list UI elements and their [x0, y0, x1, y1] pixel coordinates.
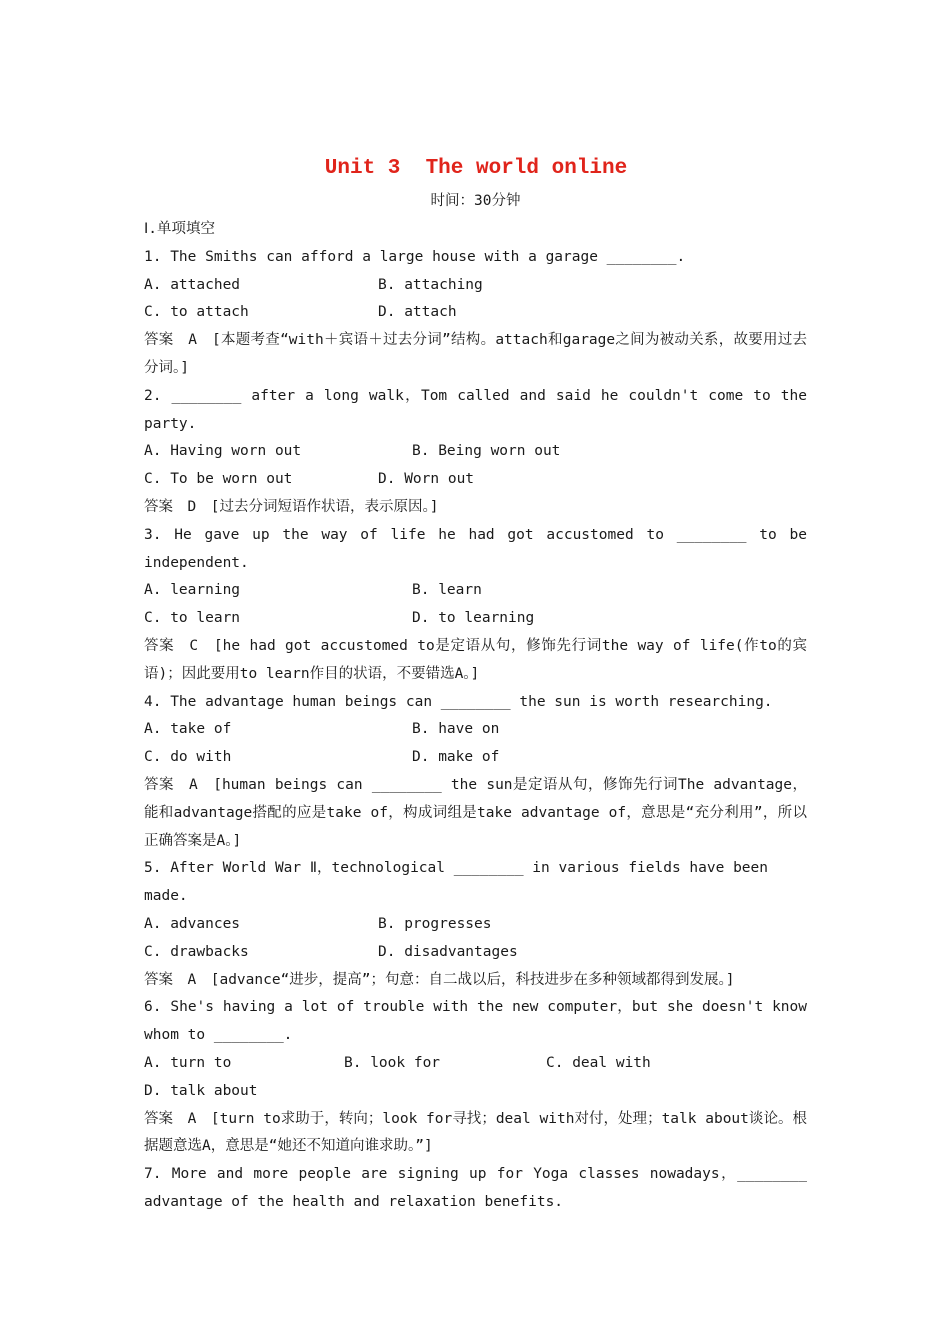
question-1-stem: 1. The Smiths can afford a large house with a garage ________. [144, 248, 686, 265]
question-2-options-row-1 [144, 438, 807, 466]
question-6-options-row-1 [144, 1050, 807, 1078]
document-title: Unit 3 The world online [324, 157, 628, 180]
question-2-answer: 答案 D [过去分词短语作状语，表示原因。] [144, 498, 439, 515]
question-3-answer: 答案 C [he had got accustomed to是定语从句，修饰先行词the way of life(作to的宾语)；因此要用to learn作目的状语，不要错选A。] [144, 637, 807, 682]
question-1-options-row-2 [144, 299, 807, 327]
q2-option-b: B. Being worn out [412, 443, 561, 460]
question-6-stem: 6. She's having a lot of trouble with the new computer，but she doesn't know whom to ________. [144, 999, 816, 1044]
question-2-options-row-2 [144, 466, 807, 494]
question-5-answer: 答案 A [advance“进步，提高”；句意：自二战以后，科技进步在多种领域都得到发展。] [144, 971, 735, 988]
q1-option-c: C. to attach [144, 304, 249, 321]
document-page [144, 150, 816, 1217]
q2-option-a: A. Having worn out [144, 443, 302, 460]
q4-option-d: D. make of [412, 749, 500, 766]
question-4-stem: 4. The advantage human beings can ________ the sun is worth researching. [144, 693, 773, 710]
question-5-stem: 5. After World War Ⅱ，technological ________ in various fields have been made. [144, 860, 777, 905]
question-6-options-row-2 [144, 1078, 807, 1106]
question-6-answer: 答案 A [turn to求助于，转向；look for寻找；deal with对付，处理；talk about谈论。根据题意选A，意思是“她还不知道向谁求助。”] [144, 1110, 807, 1155]
q5-option-c: C. drawbacks [144, 943, 249, 960]
q4-option-c: C. do with [144, 749, 232, 766]
q4-option-b: B. have on [412, 721, 500, 738]
q3-option-c: C. to learn [144, 610, 241, 627]
question-3-stem: 3. He gave up the way of life he had got accustomed to ________ to be independent. [144, 526, 816, 571]
question-1-answer: 答案 A [本题考查“with＋宾语＋过去分词”结构。attach和garage之间为被动关系，故要用过去分词。] [144, 332, 807, 376]
q6-option-b: B. look for [344, 1054, 441, 1071]
q6-option-d: D. talk about [144, 1082, 258, 1099]
question-1-options-row-1 [144, 272, 807, 300]
section-heading: Ⅰ.单项填空 [144, 221, 216, 237]
q2-option-c: C. To be worn out [144, 471, 293, 488]
q3-option-a: A. learning [144, 582, 241, 599]
question-5-options-row-1 [144, 911, 807, 939]
question-3-options-row-1 [144, 577, 807, 605]
question-7-stem: 7. More and more people are signing up for Yoga classes nowadays，________ advantage of the health and relaxation benefits. [144, 1166, 816, 1210]
q1-option-b: B. attaching [378, 276, 483, 293]
question-4-answer: 答案 A [human beings can ________ the sun是定语从句，修饰先行词The advantage，能和advantage搭配的应是take of，构成词组是take advantage of，意思是“充分利用”，所以正确答案是A。] [144, 776, 807, 849]
q6-option-a: A. turn to [144, 1054, 232, 1071]
q1-option-d: D. attach [378, 304, 457, 321]
q5-option-d: D. disadvantages [378, 943, 518, 960]
q3-option-d: D. to learning [412, 610, 535, 627]
question-3-options-row-2 [144, 605, 807, 633]
q4-option-a: A. take of [144, 721, 232, 738]
q3-option-b: B. learn [412, 582, 482, 599]
q1-option-a: A. attached [144, 276, 241, 293]
question-5-options-row-2 [144, 939, 807, 967]
q5-option-a: A. advances [144, 915, 241, 932]
question-4-options-row-1 [144, 716, 807, 744]
q5-option-b: B. progresses [378, 915, 492, 932]
time-limit: 时间：30分钟 [430, 193, 521, 209]
q6-option-c: C. deal with [546, 1054, 651, 1071]
q2-option-d: D. Worn out [378, 471, 475, 488]
question-4-options-row-2 [144, 744, 807, 772]
question-2-stem: 2. ________ after a long walk，Tom called and said he couldn't come to the party. [144, 387, 816, 432]
